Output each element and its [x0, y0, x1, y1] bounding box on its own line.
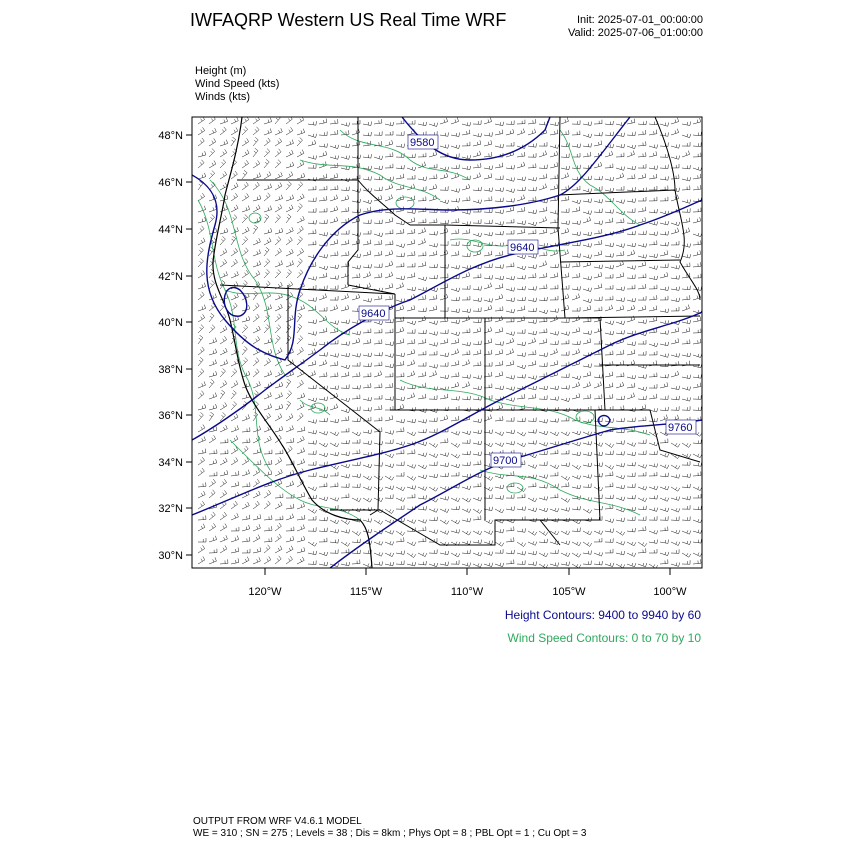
model-config: WE = 310 ; SN = 275 ; Levels = 38 ; Dis = 8km ; Phys Opt = 8 ; PBL Opt = 1 ; Cu Opt = 3 [193, 828, 587, 839]
height-contour-label: 9640 [510, 242, 535, 254]
lat-tick [158, 410, 192, 422]
lat-tick [158, 457, 192, 469]
lat-tick [158, 271, 192, 283]
height-contour-label: 9640 [361, 308, 386, 320]
height-contour-legend: Height Contours: 9400 to 9940 by 60 [504, 608, 701, 622]
field-wind-speed-label: Wind Speed (kts) [195, 78, 280, 90]
field-height-label: Height (m) [195, 65, 247, 77]
lon-tick [248, 568, 282, 598]
lat-tick-label: 32°N [158, 503, 183, 515]
lat-tick-label: 46°N [158, 177, 183, 189]
lon-tick-label: 105°W [552, 586, 586, 598]
lon-tick [653, 568, 687, 598]
latitude-axis [158, 130, 192, 562]
lon-tick-label: 120°W [248, 586, 282, 598]
contour-label-group [491, 453, 521, 467]
lon-tick-label: 110°W [450, 586, 484, 598]
valid-time: Valid: 2025-07-06_01:00:00 [568, 27, 703, 39]
lon-tick [350, 568, 383, 598]
model-info: OUTPUT FROM WRF V4.6.1 MODEL [193, 816, 362, 827]
lat-tick [158, 130, 192, 142]
contour-label-group [359, 306, 389, 320]
field-winds-label: Winds (kts) [195, 91, 250, 103]
lat-tick [158, 224, 192, 236]
lat-tick-label: 38°N [158, 364, 183, 376]
contour-label-group [408, 135, 438, 149]
lon-tick-label: 100°W [653, 586, 687, 598]
height-contour-label: 9580 [410, 137, 435, 149]
lon-tick [451, 568, 484, 598]
lat-tick-label: 34°N [158, 457, 183, 469]
lat-tick-label: 30°N [158, 550, 183, 562]
lat-tick-label: 40°N [158, 317, 183, 329]
height-contour-label: 9700 [493, 455, 518, 467]
lat-tick-label: 48°N [158, 130, 183, 142]
lat-tick-label: 44°N [158, 224, 183, 236]
lat-tick [158, 503, 192, 515]
contour-label-group [666, 420, 696, 434]
wind-speed-contour-legend: Wind Speed Contours: 0 to 70 by 10 [507, 631, 701, 645]
chart-title: IWFAQRP Western US Real Time WRF [190, 10, 507, 30]
lon-tick [552, 568, 586, 598]
lat-tick-label: 36°N [158, 410, 183, 422]
height-contour-label: 9760 [668, 422, 693, 434]
lat-tick [158, 177, 192, 189]
init-time: Init: 2025-07-01_00:00:00 [577, 14, 703, 26]
lat-tick [158, 317, 192, 329]
lat-tick [158, 550, 192, 562]
longitude-axis [248, 568, 687, 598]
lat-tick [158, 364, 192, 376]
lat-tick-label: 42°N [158, 271, 183, 283]
lon-tick-label: 115°W [349, 586, 383, 598]
contour-label-group [508, 240, 538, 254]
